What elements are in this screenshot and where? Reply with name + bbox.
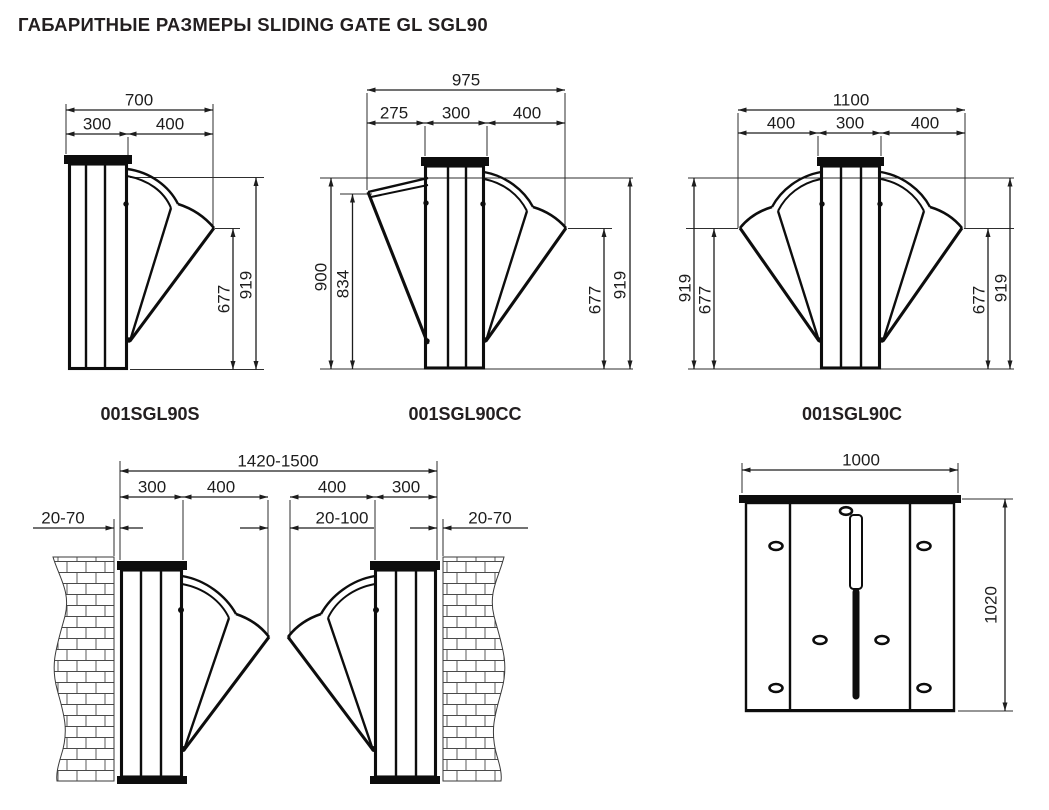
dim-total-width: 1100 <box>832 90 870 110</box>
arrowhead <box>957 131 966 136</box>
page-title: ГАБАРИТНЫЕ РАЗМЕРЫ SLIDING GATE GL SGL90 <box>18 14 488 35</box>
arrowhead <box>66 108 75 113</box>
brick-wall-left <box>53 557 114 781</box>
drawing-path <box>184 618 229 750</box>
drawing-path <box>881 179 924 211</box>
drawing-rect <box>426 166 484 368</box>
drawing-rect <box>822 166 880 368</box>
arrowhead <box>957 108 966 113</box>
pivot-dot <box>482 337 487 342</box>
drawing-path <box>486 211 527 341</box>
drawing-path <box>368 192 428 344</box>
arrowhead <box>557 121 566 126</box>
pivot-dot <box>126 337 131 342</box>
drawing-path <box>127 176 171 208</box>
arrowhead <box>183 495 192 500</box>
arrowhead <box>329 361 334 370</box>
mount-hole <box>770 542 783 550</box>
arrowhead <box>986 229 991 238</box>
wing-slot <box>850 515 862 696</box>
dim-right-wall-gap: 20-70 <box>468 508 512 528</box>
pivot-dot <box>879 337 884 342</box>
dim-folded-wing: 275 <box>379 103 409 123</box>
dim-right-cabinet: 300 <box>391 477 421 497</box>
arrowhead <box>231 361 236 370</box>
dimension-lines <box>692 108 1013 370</box>
pivot-dot <box>877 201 882 206</box>
dim-right-overall-height: 919 <box>991 273 1011 303</box>
arrowhead <box>692 178 697 187</box>
arrowhead <box>417 121 426 126</box>
dim-left-wing: 400 <box>206 477 236 497</box>
arrowhead <box>367 495 376 500</box>
wing-left-unit <box>178 576 269 752</box>
arrowhead <box>425 121 434 126</box>
arrowhead <box>692 361 697 370</box>
arrowhead <box>873 131 882 136</box>
drawing-path <box>778 211 819 341</box>
arrowhead <box>350 194 355 203</box>
dim-left-wing-length: 400 <box>766 113 796 133</box>
drawing-path <box>184 637 269 750</box>
wing-right-unit <box>288 576 379 752</box>
arrowhead <box>350 361 355 370</box>
drawing-rect <box>376 570 436 777</box>
cabinet-base <box>117 776 187 784</box>
arrowhead <box>290 495 299 500</box>
mount-hole <box>770 684 783 692</box>
dim-left-overall-height: 900 <box>311 262 331 292</box>
cabinet-right <box>370 561 440 784</box>
dimension-labels <box>312 71 630 315</box>
pivot-dot <box>371 746 377 752</box>
diagram-installation <box>0 445 530 795</box>
arrowhead <box>375 495 384 500</box>
pivot-dot <box>373 607 379 613</box>
arrowhead <box>628 361 633 370</box>
wing-right <box>877 172 962 343</box>
arrowhead <box>260 526 269 531</box>
drawing-path <box>740 207 772 228</box>
arrowhead <box>628 178 633 187</box>
arrowhead <box>443 526 452 531</box>
pivot-dot <box>819 201 824 206</box>
arrowhead <box>429 526 438 531</box>
dim-overall-height: 919 <box>236 270 256 300</box>
dimension-lines <box>33 469 528 531</box>
mount-hole <box>918 684 931 692</box>
drawing-rect <box>122 570 182 777</box>
dim-tip-height: 677 <box>585 285 605 315</box>
arrowhead <box>810 131 819 136</box>
diagram-sgl90cc <box>305 70 650 385</box>
drawing-path <box>368 178 428 192</box>
pivot-dot <box>424 338 429 343</box>
cabinet <box>64 155 132 369</box>
cabinet <box>421 157 489 368</box>
dim-left-overall-height: 919 <box>675 273 695 303</box>
arrowhead <box>557 88 566 93</box>
drawing-path <box>883 228 962 341</box>
dim-left-wing-height: 834 <box>333 269 353 299</box>
pivot-dot <box>123 201 128 206</box>
dim-center-gap: 20-100 <box>315 508 369 528</box>
drawing-path <box>178 204 214 228</box>
arrowhead <box>429 495 438 500</box>
dim-overall-height: 919 <box>610 270 630 300</box>
dim-right-tip-height: 677 <box>969 285 989 315</box>
wing-folded-left <box>368 178 430 344</box>
drawing-path <box>288 637 373 750</box>
dim-left-wall-gap: 20-70 <box>41 508 85 528</box>
pivot-dot <box>178 607 184 613</box>
wing-left <box>740 172 825 343</box>
dim-right-wing: 400 <box>317 477 347 497</box>
arrowhead <box>738 108 747 113</box>
arrowhead <box>205 132 214 137</box>
dimension-labels <box>842 451 1000 624</box>
dimension-labels <box>83 91 256 314</box>
arrowhead <box>986 361 991 370</box>
arrowhead <box>479 121 488 126</box>
dimension-labels <box>676 91 1011 315</box>
dim-total-width: 700 <box>124 90 154 110</box>
model-label-sgl90cc: 001SGL90CC <box>408 404 522 424</box>
arrowhead <box>881 131 890 136</box>
arrowhead <box>254 361 259 370</box>
dim-wing-length: 400 <box>512 103 542 123</box>
cabinet-base <box>370 776 440 784</box>
dim-cabinet-width: 300 <box>835 113 865 133</box>
drawing-path <box>740 228 819 341</box>
drawing-path <box>371 185 428 197</box>
drawing-path <box>778 179 821 211</box>
top-edge-bar <box>739 495 961 503</box>
diagram-top-view <box>700 445 1030 775</box>
drawing-rect <box>70 164 127 369</box>
drawing-path <box>130 208 171 341</box>
arrowhead <box>120 469 129 474</box>
drawing-path <box>288 614 321 637</box>
arrowhead <box>712 361 717 370</box>
mount-hole <box>918 542 931 550</box>
arrowhead <box>367 121 376 126</box>
arrowhead <box>950 468 959 473</box>
arrowhead <box>260 495 269 500</box>
drawing-path <box>182 584 229 618</box>
arrowhead <box>128 132 137 137</box>
dim-tip-height: 677 <box>214 284 234 314</box>
pivot-dot <box>480 201 485 206</box>
wing <box>123 169 214 343</box>
drawing-path <box>484 179 527 211</box>
dim-left-tip-height: 677 <box>695 285 715 315</box>
arrowhead <box>329 178 334 187</box>
drawing-path <box>236 614 269 637</box>
arrowhead <box>120 495 129 500</box>
arrowhead <box>1008 361 1013 370</box>
mount-hole <box>814 636 827 644</box>
cabinet-left <box>117 561 187 784</box>
pivot-dot <box>817 337 822 342</box>
diagram-sgl90c <box>675 85 1030 385</box>
pivot-dot <box>423 200 428 205</box>
drawing-path <box>130 228 214 341</box>
model-label-sgl90s: 001SGL90S <box>100 404 200 424</box>
drawing-path <box>328 584 375 618</box>
drawing-path <box>486 228 566 341</box>
arrowhead <box>1008 178 1013 187</box>
arrowhead <box>66 132 75 137</box>
dim-left-cabinet: 300 <box>137 477 167 497</box>
cabinet <box>817 157 884 368</box>
arrowhead <box>1003 703 1008 712</box>
arrowhead <box>231 229 236 238</box>
arrowhead <box>120 132 129 137</box>
dim-total-width: 975 <box>451 70 481 90</box>
dimension-extension-lines <box>320 93 633 369</box>
arrowhead <box>818 131 827 136</box>
dim-right-wing-length: 400 <box>910 113 940 133</box>
arrowhead <box>290 526 299 531</box>
arrowhead <box>738 131 747 136</box>
dimension-labels <box>41 452 511 528</box>
brick-wall-right <box>443 557 505 781</box>
arrowhead <box>429 469 438 474</box>
arrowhead <box>712 229 717 238</box>
arrowhead <box>1003 499 1008 508</box>
drawing-path <box>328 618 373 750</box>
wing-right <box>480 172 566 343</box>
arrowhead <box>367 88 376 93</box>
arrowhead <box>205 108 214 113</box>
pivot-dot <box>180 746 186 752</box>
drawing-path <box>930 207 962 228</box>
dim-width: 1000 <box>842 450 880 470</box>
arrowhead <box>602 229 607 238</box>
arrowhead <box>602 361 607 370</box>
arrowhead <box>254 178 259 187</box>
arrowhead <box>487 121 496 126</box>
arrowhead <box>175 495 184 500</box>
drawing-rect <box>850 515 862 589</box>
drawing-path <box>883 211 924 341</box>
dim-wing-length: 400 <box>155 114 185 134</box>
drawing-path <box>533 207 566 228</box>
dimension-extension-lines <box>686 113 1014 369</box>
arrowhead <box>120 526 129 531</box>
arrowhead <box>742 468 751 473</box>
dim-cabinet-width: 300 <box>441 103 471 123</box>
diagram-sgl90s <box>40 85 290 385</box>
dim-depth: 1020 <box>981 586 1001 624</box>
model-label-sgl90c: 001SGL90C <box>801 404 903 424</box>
drawing-path <box>443 557 505 781</box>
drawing-path <box>53 557 114 781</box>
mount-hole <box>876 636 889 644</box>
dim-total-span: 1420-1500 <box>237 451 319 471</box>
mount-hole <box>840 507 852 515</box>
arrowhead <box>106 526 115 531</box>
dim-cabinet-width: 300 <box>82 114 112 134</box>
